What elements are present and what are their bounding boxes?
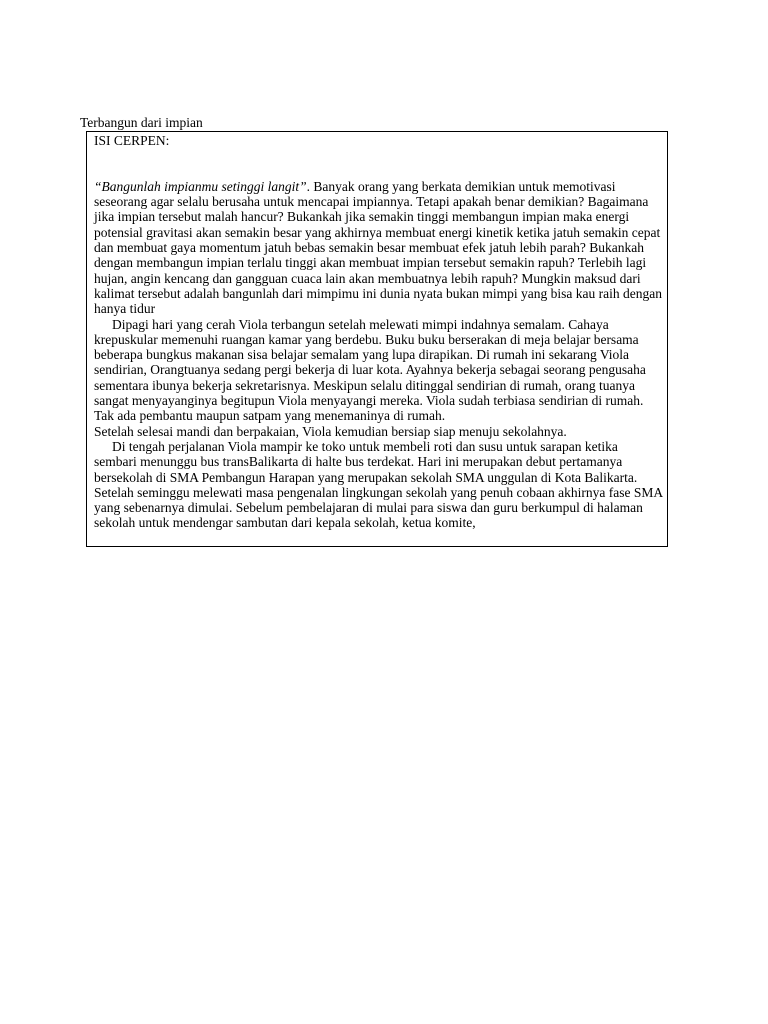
intro-paragraph xyxy=(94,179,663,317)
section-label: ISI CERPEN: xyxy=(94,133,170,148)
document-title: Terbangun dari impian xyxy=(80,115,203,130)
story-paragraph-4: Di tengah perjalanan Viola mampir ke toko untuk membeli roti dan susu untuk sarapan ketika sembari menunggu bus transBalikarta di halte bus terdekat. Hari ini merupakan debut pertamanya bersekolah di SMA Pembangun Harapan yang merupakan sekolah SMA unggulan di Kota Balikarta. Setelah seminggu melewati masa pengenalan lingkungan sekolah yang penuh cobaan akhirnya fase SMA yang sebenarnya dimulai. Sebelum pembelajaran di mulai para siswa dan guru berkumpul di halaman sekolah untuk mendengar sambutan dari kepala sekolah, ketua komite, xyxy=(94,438,663,531)
story-paragraph-2: Dipagi hari yang cerah Viola terbangun setelah melewati mimpi indahnya semalam. Cahaya krepuskular memenuhi ruangan kamar yang berdebu. Buku buku berserakan di meja belajar bersama beberapa bungkus makanan sisa belajar semalam yang lupa dirapikan. Di rumah ini sekarang Viola sendirian, Orangtuanya sedang pergi bekerja di luar kota. Ayahnya bekerja sebagai seorang pengusaha sementara ibunya bekerja sekretarisnya. Meskipun selalu ditinggal sendirian di rumah, orang tuanya sangat menyayanginya begitupun Viola menyayangi mereka. Viola sudah terbiasa sendirian di rumah. Tak ada pembantu maupun satpam yang menemaninya di rumah. xyxy=(94,316,646,424)
intro-text: . Banyak orang yang berkata demikian untuk memotivasi seseorang agar selalu berusaha untuk mencapai impiannya. Tetapi apakah benar demikian? Bagaimana jika impian tersebut malah hancur? Bukankah jika semakin tinggi membangun impian maka energi potensial gravitasi akan semakin besar yang akhirnya membuat energi kinetik ketika jatuh semakin cepat dan membuat gaya momentum jatuh bebas semakin besar membuat efek jatuh lebih parah? Bukankah dengan membangun impian terlalu tinggi akan membuat impian tersebut semakin rapuh? Terlebih lagi hujan, angin kencang dan gangguan cuaca lain akan membuatnya lebih rapuh? Mungkin maksud dari kalimat tersebut adalah bangunlah dari mimpimu ini dunia nyata bukan mimpi yang bisa kau raih dengan hanya tidur xyxy=(94,178,662,317)
story-content-box xyxy=(86,131,668,547)
story-paragraph-3: Setelah selesai mandi dan berpakaian, Viola kemudian bersiap siap menuju sekolahnya. xyxy=(94,423,567,439)
intro-quote: “Bangunlah impianmu setinggi langit” xyxy=(94,178,307,194)
blank-line xyxy=(94,148,663,179)
